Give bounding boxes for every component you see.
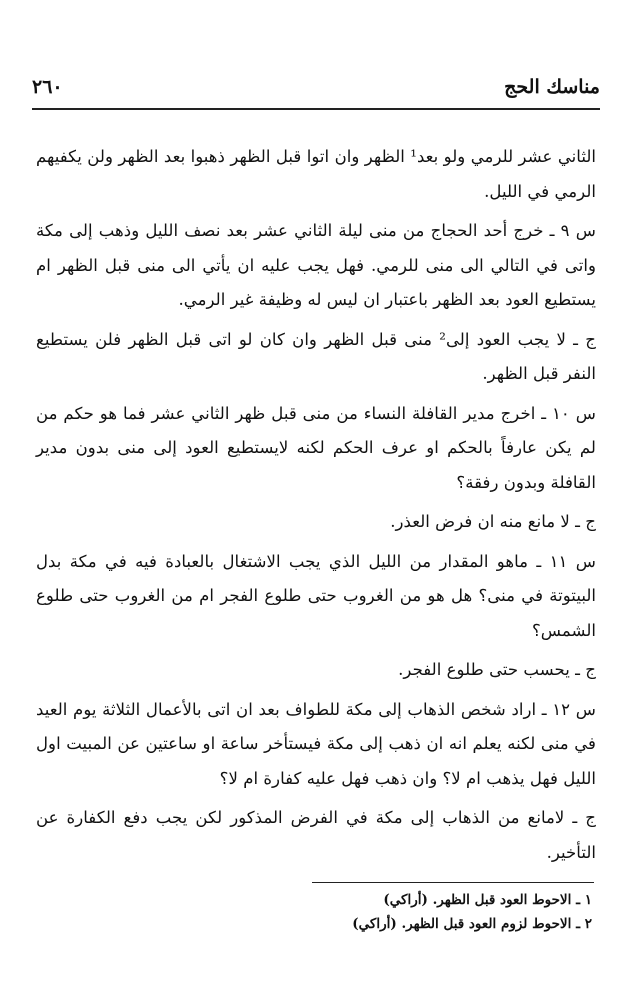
paragraph-continuation: الثاني عشر للرمي ولو بعد¹ الظهر وان اتوا قبل الظهر ذهبوا بعد الظهر ولن يكفيهم الرمي في الليل. (36, 147, 596, 201)
question-12: س ١٢ ـ اراد شخص الذهاب إلى مكة للطواف بعد ان اتى بالأعمال الثلاثة يوم العيد في منى لكنه يعلم انه ان ذهب إلى مكة فيستأخر ساعة او ساعتين عن المبيت اول الليل فهل يذهب ام لا؟ وان ذهب فهل عليه كفارة ام لا؟ (36, 699, 597, 788)
footnote-1: ١ ـ الاحوط العود قبل الظهر. (أراكي) (383, 892, 592, 908)
answer-12: ج ـ لامانع من الذهاب إلى مكة في الفرض المذكور لكن يجب دفع الكفارة عن التأخير. (36, 808, 596, 862)
footnote-divider (312, 882, 594, 883)
footnotes (230, 888, 592, 936)
answer-9: ج ـ لا يجب العود إلى² منى قبل الظهر وان كان لو اتى قبل الظهر فلن يستطيع النفر قبل الظهر. (36, 329, 596, 383)
page-body (36, 140, 596, 875)
question-10: س ١٠ ـ اخرج مدير القافلة النساء من منى قبل ظهر الثاني عشر فما هو حكم من لم يكن عارفاً بالحكم او عرف الحكم لكنه لايستطيع العود إلى منى بدون مدير القافلة وبدون رفقة؟ (36, 403, 597, 492)
footnote-2: ٢ ـ الاحوط لزوم العود قبل الظهر. (أراكي) (352, 916, 592, 932)
running-title: مناسك الحج (504, 76, 600, 98)
answer-10: ج ـ لا مانع منه ان فرض العذر. (390, 512, 596, 531)
page-header (32, 74, 600, 110)
question-11: س ١١ ـ ماهو المقدار من الليل الذي يجب الاشتغال بالعبادة فيه في مكة بدل البيتوتة في منى؟ هل هو من الغروب حتى طلوع الفجر ام من الغروب حتى طلوع الشمس؟ (36, 551, 596, 640)
answer-11: ج ـ يحسب حتى طلوع الفجر. (398, 660, 596, 679)
question-9: س ٩ ـ خرج أحد الحجاج من منى ليلة الثاني عشر بعد نصف الليل وذهب إلى مكة واتى في التالي الى منى للرمي. فهل يجب عليه ان يأتي الى منى قبل الظهر ام يستطيع العود بعد الظهر باعتبار ان ليس له وظيفة غير الرمي. (36, 221, 596, 309)
page-number: ٢٦٠ (32, 76, 63, 98)
